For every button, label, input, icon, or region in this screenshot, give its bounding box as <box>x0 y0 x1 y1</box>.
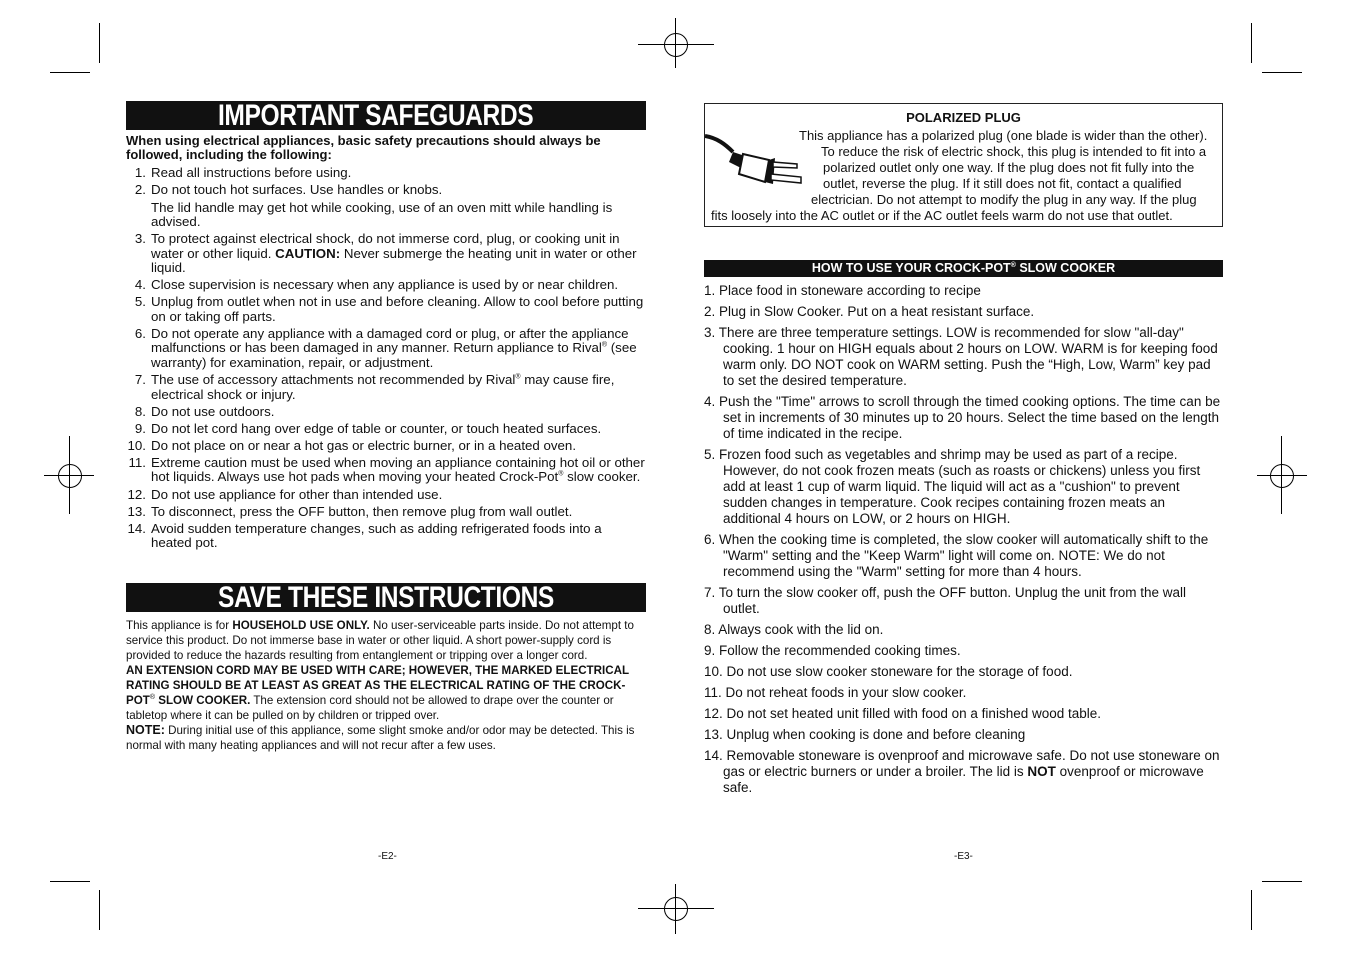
crop-mark <box>1251 890 1252 930</box>
step-item: 1. Place food in stoneware according to recipe <box>704 283 981 298</box>
step-item: 4. Push the "Time" arrows to scroll through the timed cooking options. The time can be set in increments of 30 minutes up to 20 hours. Select the time based on the length of time indicated in the recipe. <box>704 394 1221 441</box>
crop-mark <box>1262 881 1302 882</box>
left-page <box>126 101 646 753</box>
step-item: 5. Frozen food such as vegetables and shrimp may be used as part of a recipe. However, do not cook frozen meats (such as roasts or chickens) unless you first add at least 1 cup of warm liquid. The liquid will act as a "cushion" to prevent sudden changes in temperature. Cook recipes containing frozen meats an additional 4 hours on LOW, or 2 hours on HIGH. <box>704 447 1201 526</box>
household-paragraph: This appliance is for HOUSEHOLD USE ONLY. No user-serviceable parts inside. Do not attempt to service this product. Do not immerse base in water or other liquid. A short power-supply cord is provided to reduce the hazards resulting from entanglement or tripping over a longer cord. <box>126 618 634 662</box>
save-instructions-title: SAVE THESE INSTRUCTIONS <box>218 580 554 614</box>
safeguard-item: 5. Unplug from outlet when not in use and before cleaning. Allow to cool before putting on or taking off parts. <box>134 294 644 324</box>
important-safeguards-title: IMPORTANT SAFEGUARDS <box>218 99 534 132</box>
polarized-plug-line: electrician. Do not attempt to modify the plug in any way. If the plug <box>811 192 1197 207</box>
crop-mark <box>1251 23 1252 63</box>
step-item: 10. Do not use slow cooker stoneware for the storage of food. <box>704 664 1073 679</box>
polarized-plug-line: To reduce the risk of electric shock, this plug is intended to fit into a <box>821 144 1207 159</box>
how-to-use-banner: HOW TO USE YOUR CROCK-POT® SLOW COOKER <box>704 260 1223 277</box>
page-number-left: -E2- <box>378 851 397 862</box>
right-page <box>704 103 1223 801</box>
crop-mark <box>99 890 100 930</box>
how-to-use-steps <box>704 283 1223 796</box>
safeguard-item: 12. Do not use appliance for other than intended use. <box>127 486 443 502</box>
safeguards-intro: When using electrical appliances, basic safety precautions should always be followed, including the following: <box>126 133 601 162</box>
safeguard-item: 6. Do not operate any appliance with a damaged cord or plug, or after the appliance malfunctions or has been damaged in any manner. Return appliance to Rival® (see warranty) for examination, repair, or adjustment. <box>134 325 637 370</box>
crop-mark <box>50 72 90 73</box>
safeguard-item: 3. To protect against electrical shock, do not immerse cord, plug, or cooking unit in water or other liquid. CAUTION: Never submerge the heating unit in water or other liquid. <box>134 231 637 276</box>
step-item: 13. Unplug when cooking is done and before cleaning <box>704 727 1026 742</box>
polarized-plug-title: POLARIZED PLUG <box>906 110 1021 125</box>
polarized-plug-line: polarized outlet only one way. If the plug does not fit fully into the <box>823 160 1195 175</box>
safeguard-item: 7. The use of accessory attachments not recommended by Rival® may cause fire, electrical shock or injury. <box>134 372 615 402</box>
step-item: 7. To turn the slow cooker off, push the OFF button. Unplug the unit from the wall outlet. <box>704 585 1187 616</box>
crop-mark <box>99 23 100 63</box>
safeguard-item: 11. Extreme caution must be used when moving an appliance containing hot oil or other hot liquids. Always use hot pads when moving your heated Crock-Pot® slow cooker. <box>128 454 645 485</box>
step-item: 8. Always cook with the lid on. <box>704 622 884 637</box>
safeguard-item: 10. Do not place on or near a hot gas or electric burner, or in a heated oven. <box>127 437 577 453</box>
crop-mark <box>1262 72 1302 73</box>
page-number-right: -E3- <box>954 851 973 862</box>
extension-cord-paragraph: AN EXTENSION CORD MAY BE USED WITH CARE; HOWEVER, THE MARKED ELECTRICAL RATING SHOULD BE AT LEAST AS GREAT AS THE ELECTRICAL RATING OF THE CROCK-POT® SLOW COOKER. The extension cord should not be allowed to drape over the counter or tabletop where it can be pulled on by children or tripped over. <box>126 663 629 722</box>
polarized-plug-line: fits loosely into the AC outlet or if the AC outlet feels warm do not use that outlet. <box>711 208 1173 223</box>
step-item: 11. Do not reheat foods in your slow cooker. <box>704 685 967 700</box>
safeguard-item: 2. Do not touch hot surfaces. Use handles or knobs. The lid handle may get hot while cooking, use of an oven mitt while handling is advised. <box>134 182 613 230</box>
crop-mark <box>50 881 90 882</box>
polarized-plug-box <box>704 103 1223 227</box>
safeguard-item: 4. Close supervision is necessary when any appliance is used by or near children. <box>134 277 619 293</box>
save-instructions-banner <box>126 580 646 614</box>
note-paragraph: NOTE: During initial use of this appliance, some slight smoke and/or odor may be detected. This is normal with many heating appliances and will not recur after a few uses. <box>126 722 635 752</box>
step-item: 6. When the cooking time is completed, the slow cooker will automatically shift to the "Warm" setting and the "Keep Warm" light will come on. NOTE: We do not recommend using the "Warm" setting for more than 4 hours. <box>704 532 1209 579</box>
safeguard-item: 9. Do not let cord hang over edge of table or counter, or touch heated surfaces. <box>134 420 602 436</box>
important-safeguards-banner <box>126 101 646 130</box>
safeguard-item: 8. Do not use outdoors. <box>134 403 275 419</box>
household-notice <box>126 618 646 753</box>
safeguard-item: 14. Avoid sudden temperature changes, such as adding refrigerated foods into a heated pot. <box>127 520 602 551</box>
step-item: 9. Follow the recommended cooking times. <box>704 643 961 658</box>
step-item: 2. Plug in Slow Cooker. Put on a heat resistant surface. <box>704 304 1035 319</box>
polarized-plug-line: This appliance has a polarized plug (one blade is wider than the other). <box>799 128 1208 143</box>
step-item: 3. There are three temperature settings. LOW is recommended for slow "all-day" cooking. 1 hour on HIGH equals about 2 hours on LOW. WARM is for keeping food warm only. DO NOT cook on WARM setting. Push the “High, Low, Warm” key pad to set the desired temperature. <box>704 325 1218 388</box>
step-item: 14. Removable stoneware is ovenproof and microwave safe. Do not use stoneware on gas or electric burners or under a broiler. The lid is NOT ovenproof or microwave safe. <box>704 748 1220 795</box>
step-item: 12. Do not set heated unit filled with food on a finished wood table. <box>704 706 1102 721</box>
safeguards-list <box>126 166 646 551</box>
safeguard-item: 13. To disconnect, press the OFF button, then remove plug from wall outlet. <box>127 503 573 519</box>
safeguard-item: 1. Read all instructions before using. <box>134 165 352 180</box>
polarized-plug-text <box>711 128 1211 224</box>
polarized-plug-line: outlet, reverse the plug. If it still does not fit, contact a qualified <box>823 176 1182 191</box>
